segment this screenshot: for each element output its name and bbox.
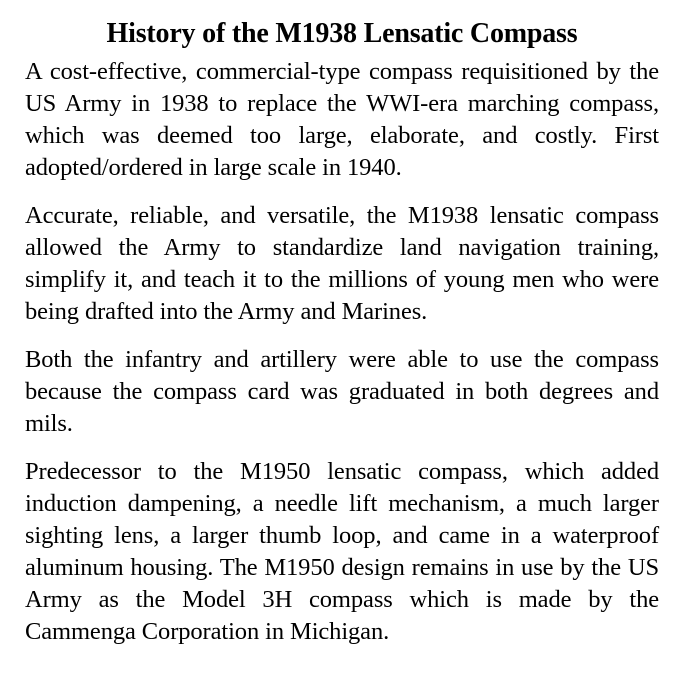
document-title: History of the M1938 Lensatic Compass [106, 18, 578, 49]
paragraph-origin: A cost-effective, commercial-type compass requisitioned by the US Army in 1938 to replace the WWI-era marching compass, which was deemed too large, elaborate, and costly. First adopted/ordered in large scale in 1940. [25, 58, 659, 181]
paragraph-standardization: Accurate, reliable, and versatile, the M1938 lensatic compass allowed the Army to standardize land navigation training, simplify it, and teach it to the millions of young men who were being drafted into the Army and Marines. [25, 202, 659, 325]
paragraph-successor: Predecessor to the M1950 lensatic compass, which added induction dampening, a needle lift mechanism, a much larger sighting lens, a larger thumb loop, and came in a waterproof aluminum housing. The M1950 design remains in use by the US Army as the Model 3H compass which is made by the Cammenga Corporation in Michigan. [25, 458, 659, 645]
paragraph-graduation: Both the infantry and artillery were able to use the compass because the compass card was graduated in both degrees and mils. [25, 346, 659, 437]
